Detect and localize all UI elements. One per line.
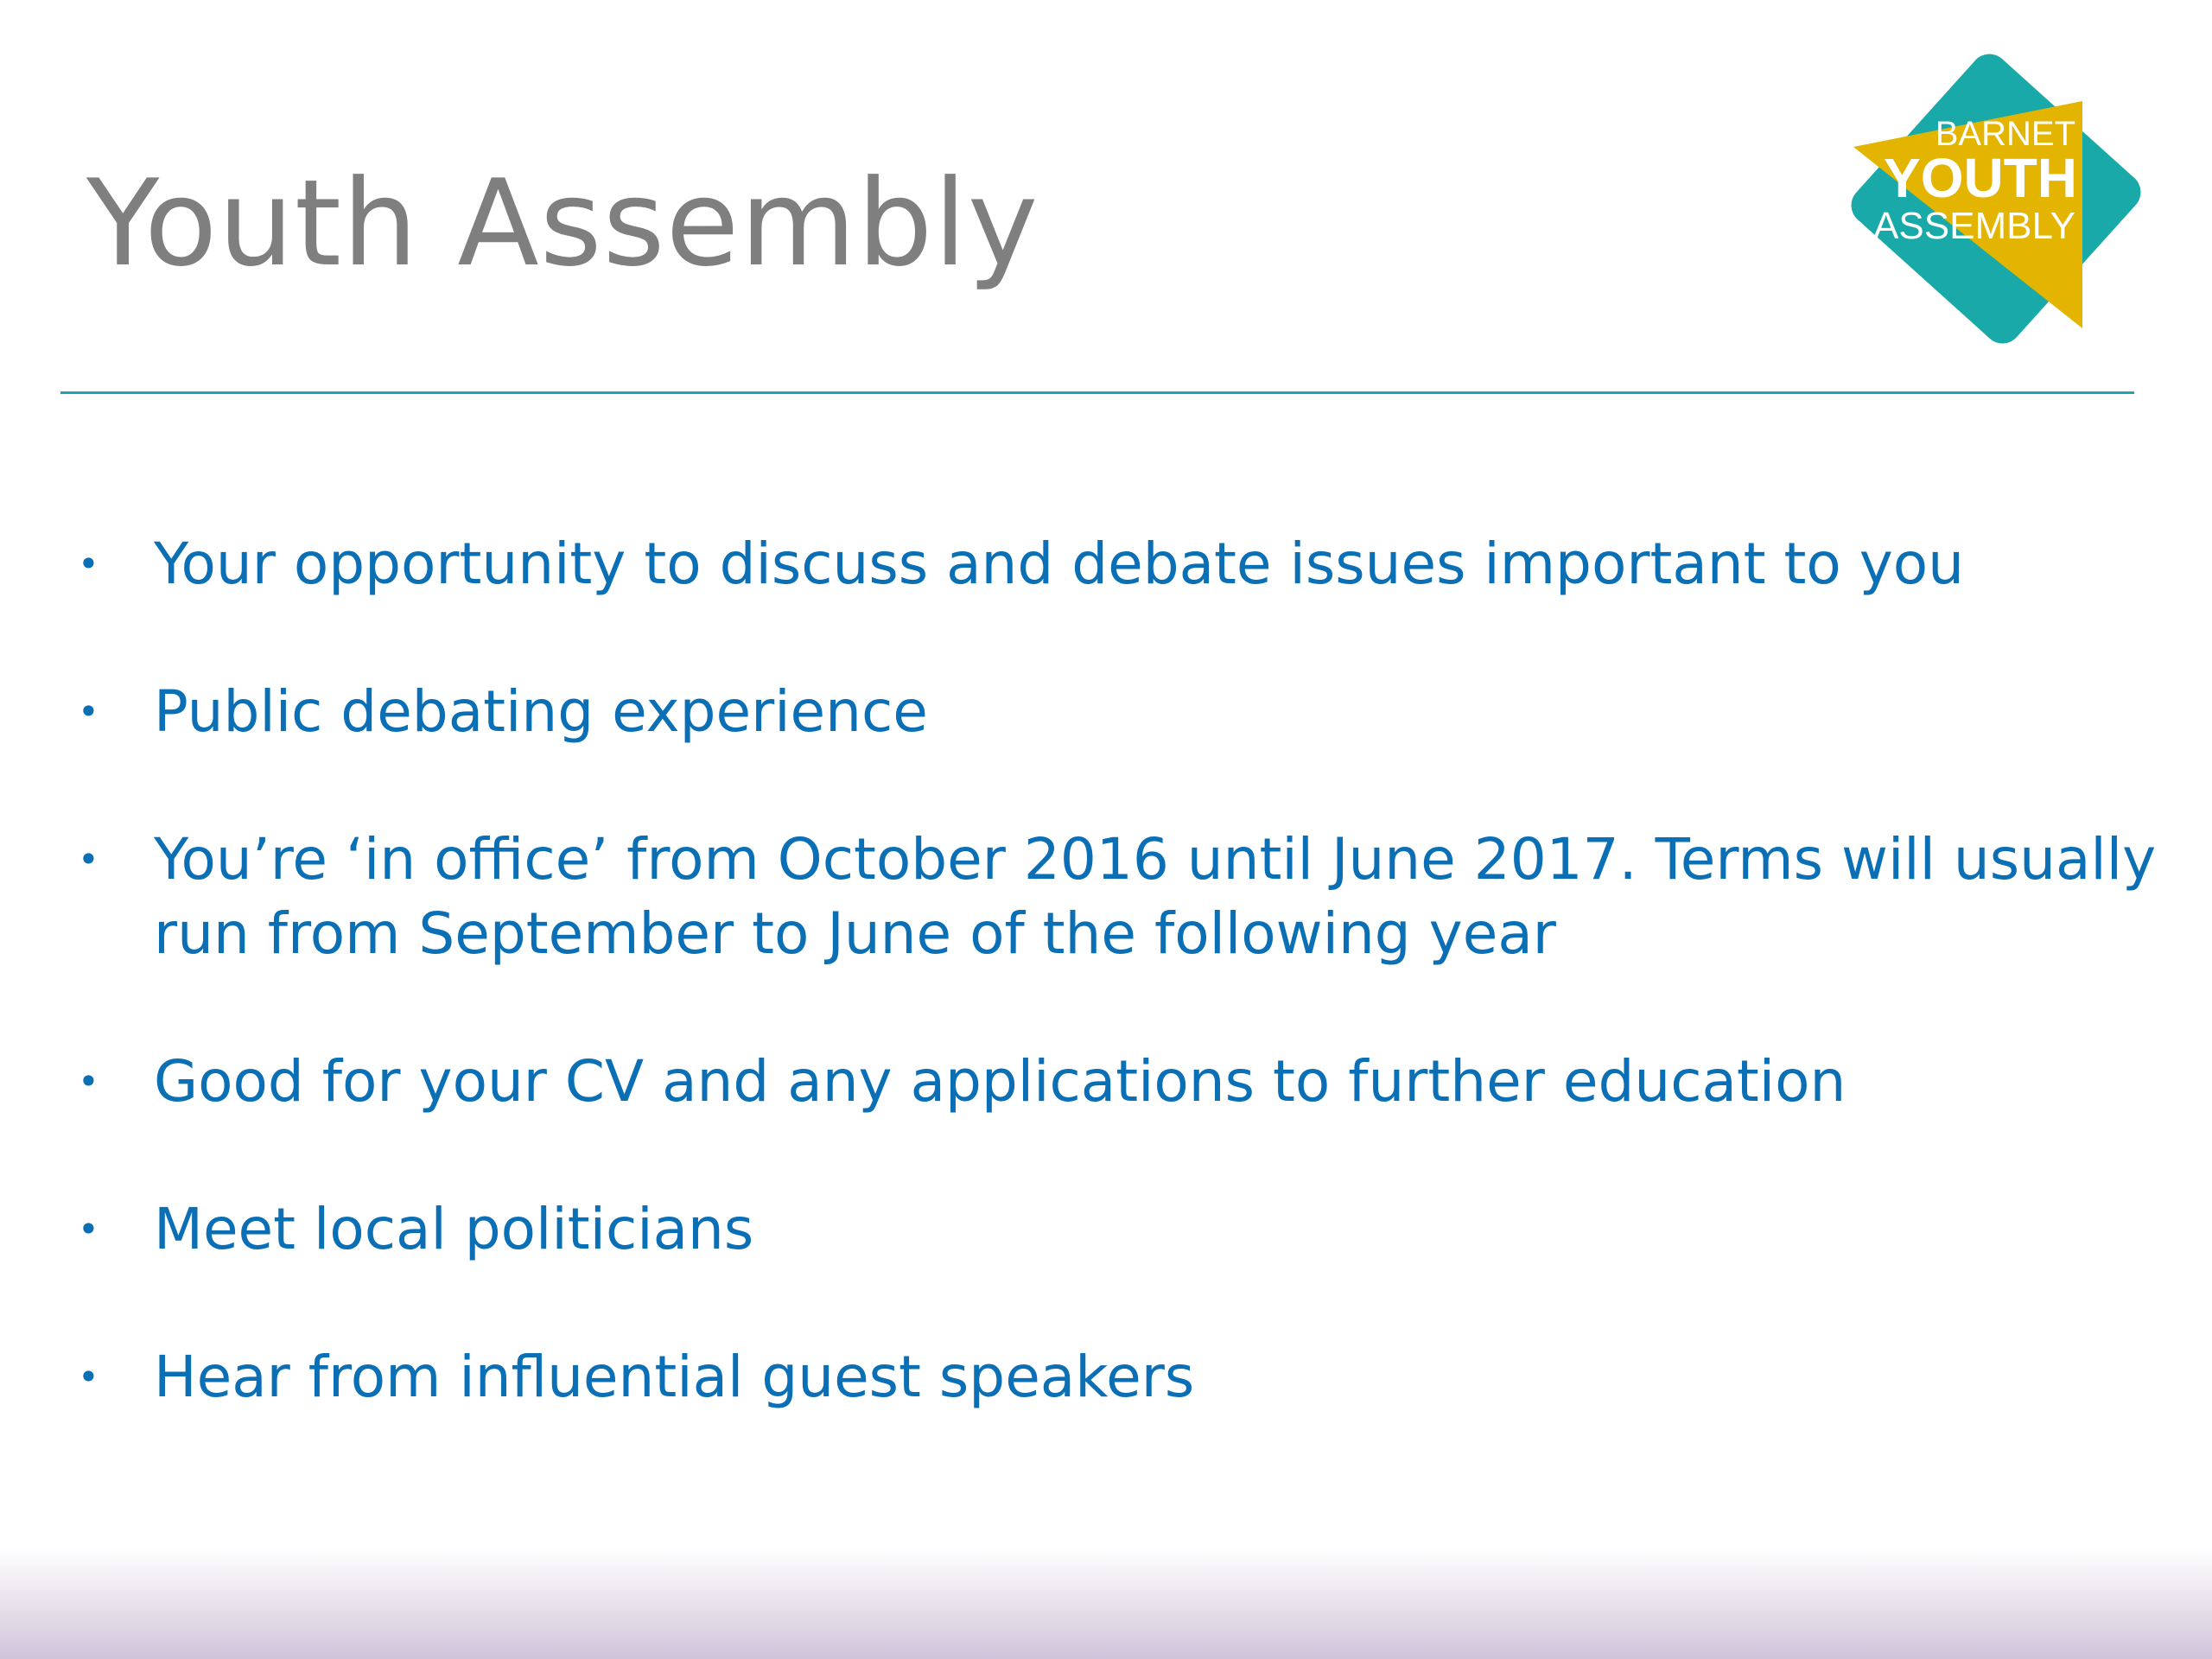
bullet-list: [78, 527, 2169, 1488]
bullet-item: [78, 527, 2169, 601]
bullet-item: [78, 1045, 2169, 1119]
title-divider: [60, 391, 2134, 394]
bullet-dot-icon: •: [78, 1356, 99, 1398]
logo-text-barnet: BARNET: [1935, 115, 2075, 153]
logo-text-youth: YOUTH: [1884, 147, 2077, 209]
bullet-text: Good for your CV and any applications to further education: [154, 1048, 1847, 1115]
bullet-text: Meet local politicians: [154, 1196, 754, 1262]
bullet-dot-icon: •: [78, 1208, 99, 1250]
bullet-item: [78, 823, 2169, 971]
bullet-text: Public debating experience: [154, 678, 928, 745]
bullet-text: You’re ‘in office’ from October 2016 until June 2017. Terms will usually run from September to June of the following year: [154, 826, 2157, 967]
bullet-dot-icon: •: [78, 1060, 99, 1103]
barnet-youth-assembly-logo: [1832, 43, 2160, 363]
bullet-text: Your opportunity to discuss and debate issues important to you: [154, 531, 1964, 597]
bottom-gradient-band: [0, 1547, 2212, 1659]
bullet-text: Hear from influential guest speakers: [154, 1344, 1195, 1410]
bullet-dot-icon: •: [78, 838, 99, 880]
bullet-item: [78, 1192, 2169, 1267]
bullet-dot-icon: •: [78, 543, 99, 585]
bullet-dot-icon: •: [78, 690, 99, 733]
logo-text-assembly: ASSEMBLY: [1873, 205, 2075, 247]
bullet-item: [78, 1340, 2169, 1414]
bullet-item: [78, 675, 2169, 749]
logo-graphic: [1832, 43, 2160, 363]
slide-title: Youth Assembly: [86, 154, 1039, 293]
